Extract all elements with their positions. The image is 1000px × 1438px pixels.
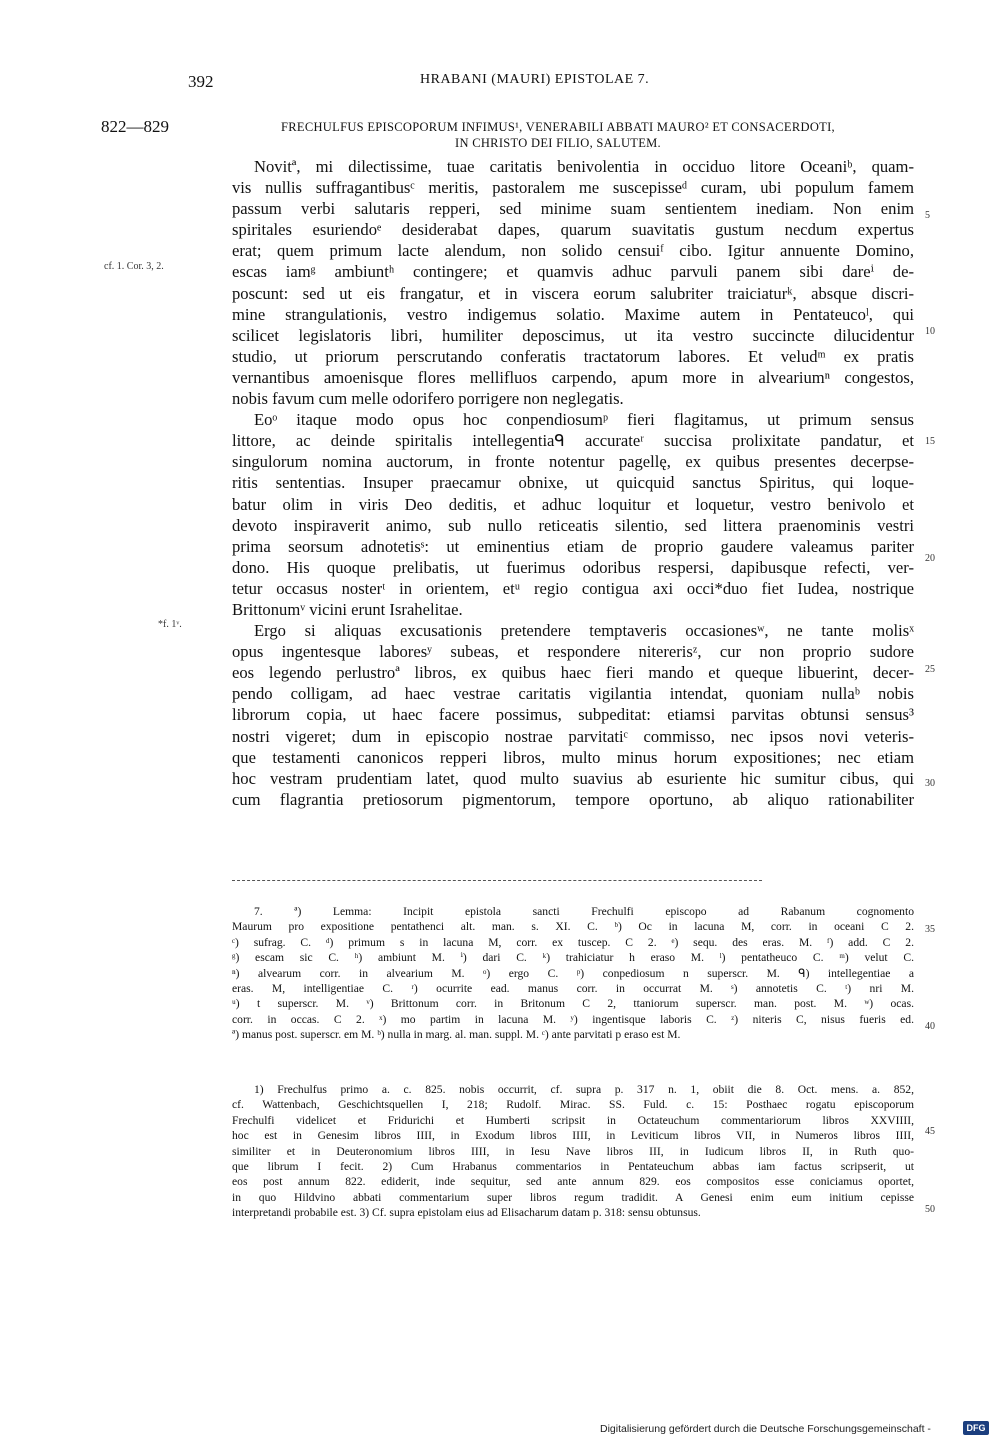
digitization-credit: Digitalisierung gefördert durch die Deutsche Forschungsgemeinschaft - [600,1423,931,1435]
body-line: prima seorsum adnotetisˢ: ut eminentius etiam de proprio gaudere valeamus pariter [232,536,914,556]
body-line: littore, ac deinde spiritalis intellegentiaᑫ accurateʳ succisa prolixitate pandatur, et [232,431,914,451]
body-line: spiritales esuriendoᵉ desiderabat dapes, quarum suavitatis gustum necdum expertus [232,220,914,240]
body-line: Eoᵒ itaque modo opus hoc conpendiosumᵖ fieri flagitamus, ut primum sensus [254,410,914,430]
body-line: Novitª, mi dilectissime, tuae caritatis benivolentia in occiduo litore Oceaniᵇ, quam- [254,157,914,176]
note-line: hoc est in Genesim libros IIII, in Exodum libros IIII, in Leviticum libros VII, in Numeros libros IIII, [232,1129,914,1143]
line-number: 5 [925,210,930,221]
line-number: 25 [925,664,935,675]
body-line: studio, ut priorum perscrutando conferatis tractatorum labores. Et veludᵐ ex pratis [232,346,914,366]
apparatus-line: eras. M, intelligentiae C. ʳ) ocurrite ead. manus corr. in occurrat M. ˢ) annotetis C. ᵗ) nri M. [232,981,914,995]
body-line: dono. His quoque prelibatis, ut fuerimus odoribus respersi, dapibusque refecti, ver- [232,557,914,577]
page-number: 392 [188,72,214,91]
line-number: 10 [925,326,935,337]
note-line: 1) Frechulfus primo a. c. 825. nobis occurrit, cf. supra p. 317 n. 1, obiit die 8. Oct. mens. a. 852, [254,1083,914,1096]
body-line: nobis favum cum melle odorifero porrigere non neglegatis. [232,389,624,409]
folio-reference: *f. 1ᵛ. [158,619,182,630]
note-line: interpretandi probabile est. 3) Cf. supra epistolam eius ad Elisacharum datam p. 318: sensu obtunsus. [232,1206,701,1220]
body-line: opus ingentesque laboresʸ subeas, et respondere nitererisᶻ, cur non proprio sudore [232,642,914,662]
body-line: vernantibus amoenisque flores mellifluos carpendo, apum more in alveariumⁿ congestos, [232,367,914,387]
line-number: 50 [925,1204,935,1215]
note-line: cf. Wattenbach, Geschichtsquellen I, 218; Rudolf. Mirac. SS. Fuld. c. 15: Posthaec rogatu episcoporum [232,1098,914,1112]
body-line: que testamenti canonicos repperi libros, multo minus horum expositiones; nec etiam [232,747,914,767]
body-line: eos legendo perlustroª libros, ex quibus haec fieri mando et queque libuerint, decer- [232,663,914,683]
body-line: cum flagrantia pretiosorum pigmentorum, tempore oportuno, ab aliquo rationabiliter [232,789,914,809]
note-line: que librum I fecit. 2) Cum Hrabanus commentarios in Pentateuchum abbas iam factus scripserit, ut [232,1159,914,1173]
line-number: 35 [925,924,935,935]
date-range: 822—829 [101,117,169,136]
dfg-logo: DFG [963,1421,989,1435]
letter-body [232,156,914,810]
body-line: librorum copia, ut haec facere possimus, subpeditat: etiamsi parvitas obtunsi sensus³ [232,705,914,725]
body-line: vis nullis suffragantibusᶜ meritis, pastoralem me suscepisseᵈ curam, ubi populum famem [232,178,914,198]
critical-apparatus [232,904,914,1043]
commentary-notes [232,1082,914,1221]
body-line: singulorum nomina auctorum, in fronte notentur pagellę, ex quibus presentes decerpse- [232,452,914,472]
line-number: 20 [925,553,935,564]
body-line: pendo colligam, ad haec vestrae caritatis vigilantia intendat, quoniam nullaᵇ nobis [232,684,914,704]
body-line: erat; quem primum lacte alendum, non solido censuiᶠ cibo. Igitur annuente Domino, [232,241,914,261]
apparatus-line: ᶜ) sufrag. C. ᵈ) primum s in lacuna M, corr. ex tuscep. C 2. ᵉ) sequ. des eras. M. ᶠ) add. C 2. [232,935,914,949]
body-line: Brittonumᵛ vicini erunt Israhelitae. [232,599,463,619]
body-line: scilicet legislatoris libri, humiliter deposcimus, ut ita vestro succincte dilucidentur [232,325,914,345]
margin-reference: cf. 1. Cor. 3, 2. [104,261,164,272]
note-line: in quo Hildvino abbati commentarium super libros regum tradidit. A Genesi enim eum initium cepisse [232,1190,914,1204]
apparatus-line: ⁿ) alvearum corr. in alvearium M. ᵒ) ergo C. ᵖ) conpediosum n superscr. M. ᑫ) intellegentiae a [232,966,914,980]
body-line: devoto inspiraverit animo, sub nullo reticeatis silentio, sed littera praenominis vestri [232,515,914,535]
apparatus-line: corr. in occas. C 2. ˣ) mo partim in lacuna M. ʸ) ingentisque laboris C. ᶻ) niteris C, nisus fueris ed. [232,1012,914,1026]
body-line: batur olim in viris Deo deditis, et adhuc loquitur et loquetur, vestro benivolo et [232,494,914,514]
apparatus-line: Maurum pro expositione pentathenci alt. man. s. XI. C. ᵇ) Oc in lacuna M, corr. in oceani C 2. [232,920,914,934]
line-number: 45 [925,1126,935,1137]
heading-line-2: IN CHRISTO DEI FILIO, SALUTEM. [455,136,661,150]
note-line: Frechulfi videlicet et Fridurichi et Humberti scripsit in Octateuchum commentariorum libros XXVIIII, [232,1113,914,1127]
body-line: hoc vestram prudentiam latet, quod multo suavius ab esuriente hic sumitur cibus, qui [232,768,914,788]
body-line: ritis sententias. Insuper praecamur obnixe, ut quicquid sanctus Spiritus, qui loque- [232,473,914,493]
line-number: 15 [925,436,935,447]
body-line: escas iamᵍ ambiuntʰ contingere; et quamvis adhuc parvuli panem sibi dareⁱ de- [232,262,914,282]
running-head [0,72,1000,94]
line-number: 40 [925,1021,935,1032]
heading-line-1: FRECHULFUS EPISCOPORUM INFIMUS¹, VENERABILI ABBATI MAURO² ET CONSACERDOTI, [281,120,835,134]
body-line: Ergo si aliquas excusationis pretendere temptaveris occasionesʷ, ne tante molisˣ [254,621,914,641]
apparatus-line: ᵍ) escam sic C. ʰ) ambiunt M. ⁱ) dari C. ᵏ) trahiciatur h eraso M. ˡ) pentatheuco C. ᵐ) velut C. [232,951,914,965]
note-line: similiter et in Deuteronomium libros IIII, in Iesu Nave libros III, in Iudicum libros II, in Ruth quo- [232,1144,914,1158]
footnote-divider [232,880,762,881]
body-line: poscunt: sed ut eis frangatur, et in viscera eorum salubriter traiciaturᵏ, absque discri- [232,283,914,303]
line-number: 30 [925,778,935,789]
apparatus-line: 7. ª) Lemma: Incipit epistola sancti Frechulfi episcopo ad Rabanum cognomento [254,905,914,918]
apparatus-line: ª) manus post. superscr. em M. ᵇ) nulla in marg. al. man. suppl. M. ᶜ) ante parvitati p eraso est M. [232,1028,681,1042]
body-line: tetur occasus nosterᵗ in orientem, etᵘ regio contigua axi occi*duo fiet Iudea, nostrique [232,578,914,598]
body-line: passum verbi salutaris repperi, sed minime suam sentientem inediam. Non enim [232,199,914,219]
body-line: mine strangulationis, vestro indigemus solatio. Maxime autem in Pentateucoˡ, qui [232,304,914,324]
letter-heading [208,119,908,151]
note-line: eos post annum 822. ediderit, inde sequitur, sed ante annum 829. eos compositos esse coniciamus oportet, [232,1175,914,1189]
apparatus-line: ᵘ) t superscr. M. ᵛ) Brittonum corr. in Britonum C 2, ttaniorum superscr. man. post. M. ʷ) ocas. [232,997,914,1011]
running-title: HRABANI (MAURI) EPISTOLAE 7. [420,72,650,87]
body-line: nostri vigeret; dum in episcopio nostrae parvitatiᶜ commisso, nec ipsos novi veteris- [232,726,914,746]
